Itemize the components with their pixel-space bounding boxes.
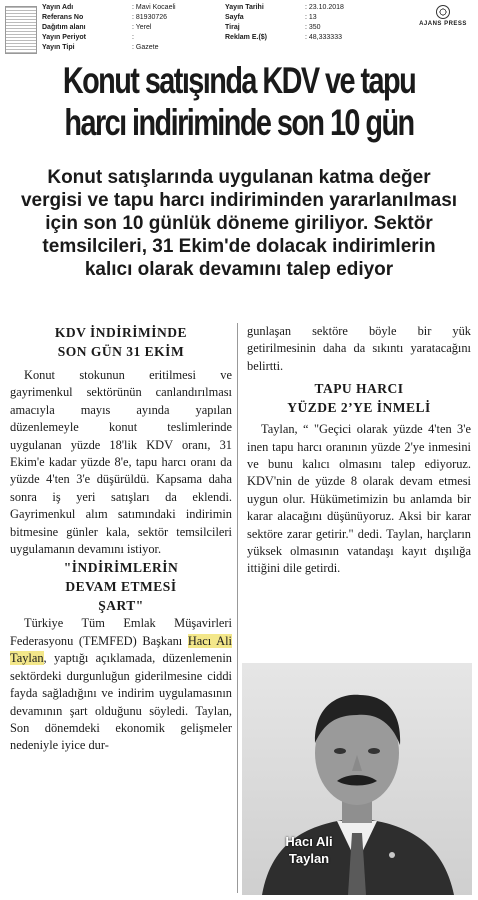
ajans-press-logo: AJANS PRESS [413, 5, 473, 27]
portrait-photo [242, 663, 472, 895]
newspaper-thumbnail [5, 6, 37, 54]
meta-row: Tiraj : 350 [225, 24, 321, 31]
meta-row: Yayın Tarihi : 23.10.2018 [225, 4, 344, 11]
meta-row: Sayfa : 13 [225, 14, 317, 21]
meta-row: Yayın Tipi : Gazete [42, 44, 159, 51]
paragraph: Türkiye Tüm Emlak Müşavirleri Federasyonu (TEMFED) Başkanı Hacı Ali Taylan, yaptığı açıklamada, düzenlemenin sektördeki durgunluğun giderilmesine ciddi fayda sağladığını ve indirim uygulamasının devamının şart olduğunu söyledi. Taylan, Son dönemdeki ekonomik gelişmeler nedeniyle iyice dur- [10, 616, 232, 753]
paragraph: Taylan, “ "Geçici olarak yüzde 4'ten 3'e inen tapu harcı oranının yüzde 2'ye inmesini ve bunu kalıcı olmasını talep ediyoruz. KDV'nin de yüzde 8 olarak devam etmesi uygun olur. Hükümetimizin bu anlamda bir karar alacağını düşünüyoruz. Aksi bir karar sektöre zarar getirir." dedi. Taylan, harçların yüksek olmasının vatandaşı kayıt dışılığa ittiğini dile getirdi. [247, 422, 471, 576]
section-heading: TAPU HARCI YÜZDE 2’YE İNMELİ [287, 381, 431, 416]
meta-row: Yayın Periyot : [42, 34, 134, 41]
photo-caption: Hacı Ali Taylan [285, 834, 333, 866]
clipping-metadata [0, 0, 478, 60]
section-heading: KDV İNDİRİMİNDE SON GÜN 31 EKİM [54, 325, 188, 359]
meta-row: Reklam E.($) : 48,333333 [225, 34, 342, 41]
article-left-column [10, 323, 232, 755]
section-heading: "İNDİRİMLERİN DEVAM ETMESİ ŞART" [63, 560, 179, 614]
paragraph: gunlaşan sektöre böyle bir yük getirilmesinin daha da sıkıntı yaratacağını belirtti. [247, 324, 471, 373]
meta-row: Yayın Adı : Mavi Kocaeli [42, 4, 176, 11]
article-right-column [247, 323, 471, 578]
headline: Konut satışında KDV ve tapu harcı indiriminde son 10 gün [62, 60, 416, 143]
highlighted-name: Hacı Ali Taylan [10, 633, 232, 666]
column-divider [237, 323, 238, 893]
meta-row: Referans No : 81930726 [42, 14, 168, 21]
globe-icon [436, 5, 450, 19]
paragraph: Konut stokunun eritilmesi ve gayrimenkul sektörünün canlandırılması amacıyla mayıs ayında yapılan düzenlemeyle konut teslimlerinde uygulanan yüzde 18'lik KDV oranı, 31 Ekim'e kadar yüzde 8'e, tapu harcı oranı da yüzde 4'ten 3'e düşürüldü. Kapsama daha sonra iş yeri satışları da eklendi. Gayrimenkul alım satımındaki indirimin bitmesine günler kala, sektör temsilcileri uygulamanın devamını istiyor. [10, 368, 232, 557]
subheadline: Konut satışlarında uygulanan katma değer vergisi ve tapu harcı indiriminden yararlanılması için son 10 günlük döneme giriliyor. Sektör temsilcileri, 31 Ekim'de dolacak indirimlerin kalıcı olarak devamını talep ediyor [20, 167, 458, 280]
meta-row: Dağıtım alanı : Yerel [42, 24, 152, 31]
